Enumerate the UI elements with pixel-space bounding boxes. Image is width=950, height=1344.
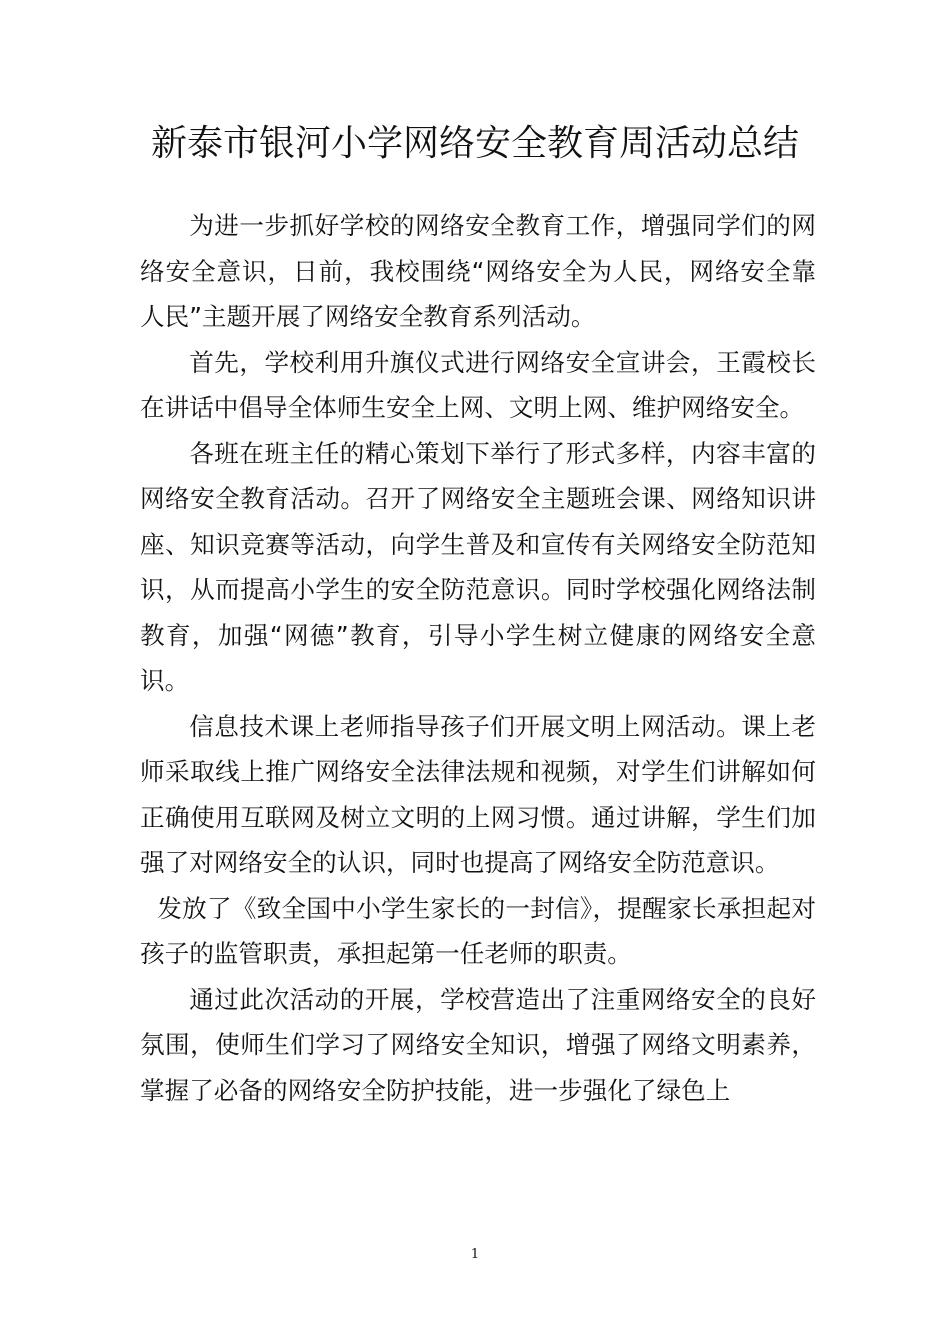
paragraph-3: 各班在班主任的精心策划下举行了形式多样，内容丰富的网络安全教育活动。召开了网络安全主题班会课、网络知识讲座、知识竞赛等活动，向学生普及和宣传有关网络安全防范知识，从而提高小学生的安全防范意识。同时学校强化网络法制教育，加强“网德”教育，引导小学生树立健康的网络安全意识。	[140, 438, 816, 695]
paragraph-6: 通过此次活动的开展，学校营造出了注重网络安全的良好氛围，使师生们学习了网络安全知识，增强了网络文明素养，掌握了必备的网络安全防护技能，进一步强化了绿色上	[140, 984, 816, 1105]
paragraph-4: 信息技术课上老师指导孩子们开展文明上网活动。课上老师采取线上推广网络安全法律法规和视频，对学生们讲解如何正确使用互联网及树立文明的上网习惯。通过讲解，学生们加强了对网络安全的认识，同时也提高了网络安全防范意识。	[140, 711, 816, 877]
document-title: 新泰市银河小学网络安全教育周活动总结	[150, 123, 799, 164]
document-body	[140, 203, 816, 1113]
paragraph-1: 为进一步抓好学校的网络安全教育工作，增强同学们的网络安全意识，日前，我校围绕“网络安全为人民，网络安全靠人民”主题开展了网络安全教育系列活动。	[140, 211, 816, 331]
page-number: 1	[470, 1247, 480, 1262]
paragraph-5: 发放了《致全国中小学生家长的一封信》，提醒家长承担起对孩子的监管职责，承担起第一任老师的职责。	[140, 893, 816, 968]
paragraph-2: 首先，学校利用升旗仪式进行网络安全宣讲会，王霞校长在讲话中倡导全体师生安全上网、文明上网、维护网络安全。	[140, 347, 816, 422]
